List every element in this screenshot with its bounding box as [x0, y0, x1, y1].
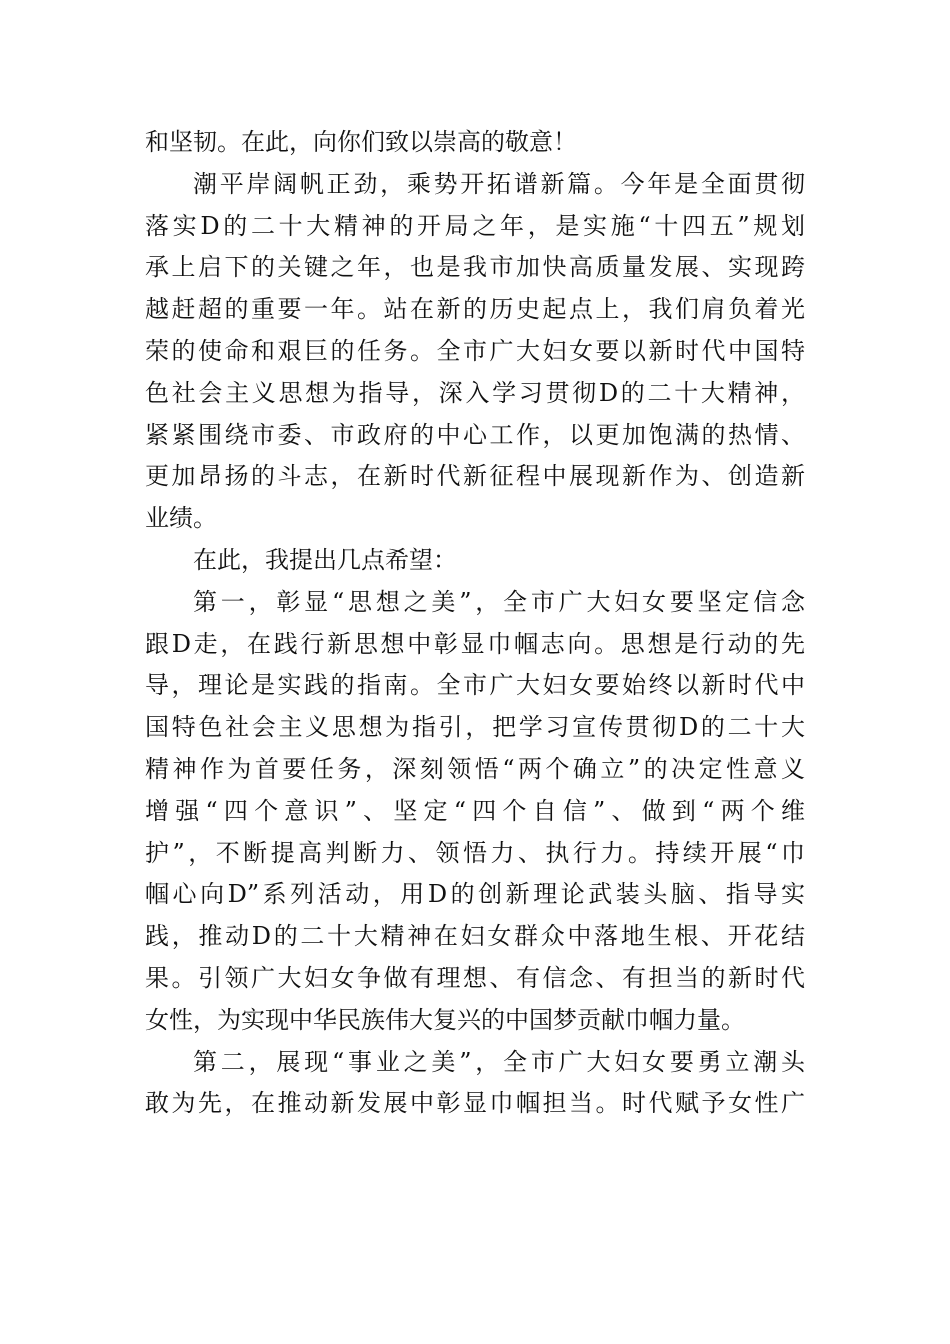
text-line: 增强“四个意识”、坚定“四个自信”、做到“两个维	[145, 796, 805, 825]
text-line: 果。引领广大妇女争做有理想、有信念、有担当的新时代	[145, 963, 805, 992]
document-page	[145, 122, 805, 1125]
text-line: 敢为先，在推动新发展中彰显巾帼担当。时代赋予女性广	[145, 1089, 805, 1118]
text-line: 跟D走，在践行新思想中彰显巾帼志向。思想是行动的先	[145, 629, 805, 658]
text-line: 承上启下的关键之年，也是我市加快高质量发展、实现跨	[145, 253, 805, 282]
text-line: 女性，为实现中华民族伟大复兴的中国梦贡献巾帼力量。	[145, 1005, 745, 1034]
text-line: 第一，彰显“思想之美”，全市广大妇女要坚定信念	[193, 587, 805, 616]
text-line: 和坚韧。在此，向你们致以崇高的敬意！	[145, 128, 577, 156]
text-line: 业绩。	[145, 504, 217, 533]
text-line: 践，推动D的二十大精神在妇女群众中落地生根、开花结	[145, 922, 805, 951]
text-line: 潮平岸阔帆正劲，乘势开拓谱新篇。今年是全面贯彻	[193, 169, 805, 198]
text-line: 第二，展现“事业之美”，全市广大妇女要勇立潮头	[193, 1047, 805, 1076]
text-line: 落实D的二十大精神的开局之年，是实施“十四五”规划	[145, 211, 805, 240]
text-line: 国特色社会主义思想为指引，把学习宣传贯彻D的二十大	[145, 713, 805, 742]
text-line: 色社会主义思想为指导，深入学习贯彻D的二十大精神，	[145, 378, 805, 407]
text-line: 越赶超的重要一年。站在新的历史起点上，我们肩负着光	[145, 295, 805, 324]
text-line: 精神作为首要任务，深刻领悟“两个确立”的决定性意义	[145, 754, 805, 783]
text-line: 导，理论是实践的指南。全市广大妇女要始终以新时代中	[145, 671, 805, 700]
text-line: 紧紧围绕市委、市政府的中心工作，以更加饱满的热情、	[145, 420, 805, 449]
text-line: 在此，我提出几点希望：	[193, 545, 457, 574]
text-line: 更加昂扬的斗志，在新时代新征程中展现新作为、创造新	[145, 462, 805, 491]
text-line: 护”，不断提高判断力、领悟力、执行力。持续开展“巾	[145, 838, 805, 867]
text-line: 荣的使命和艰巨的任务。全市广大妇女要以新时代中国特	[145, 336, 805, 365]
text-line: 帼心向D”系列活动，用D的创新理论武装头脑、指导实	[145, 880, 805, 909]
